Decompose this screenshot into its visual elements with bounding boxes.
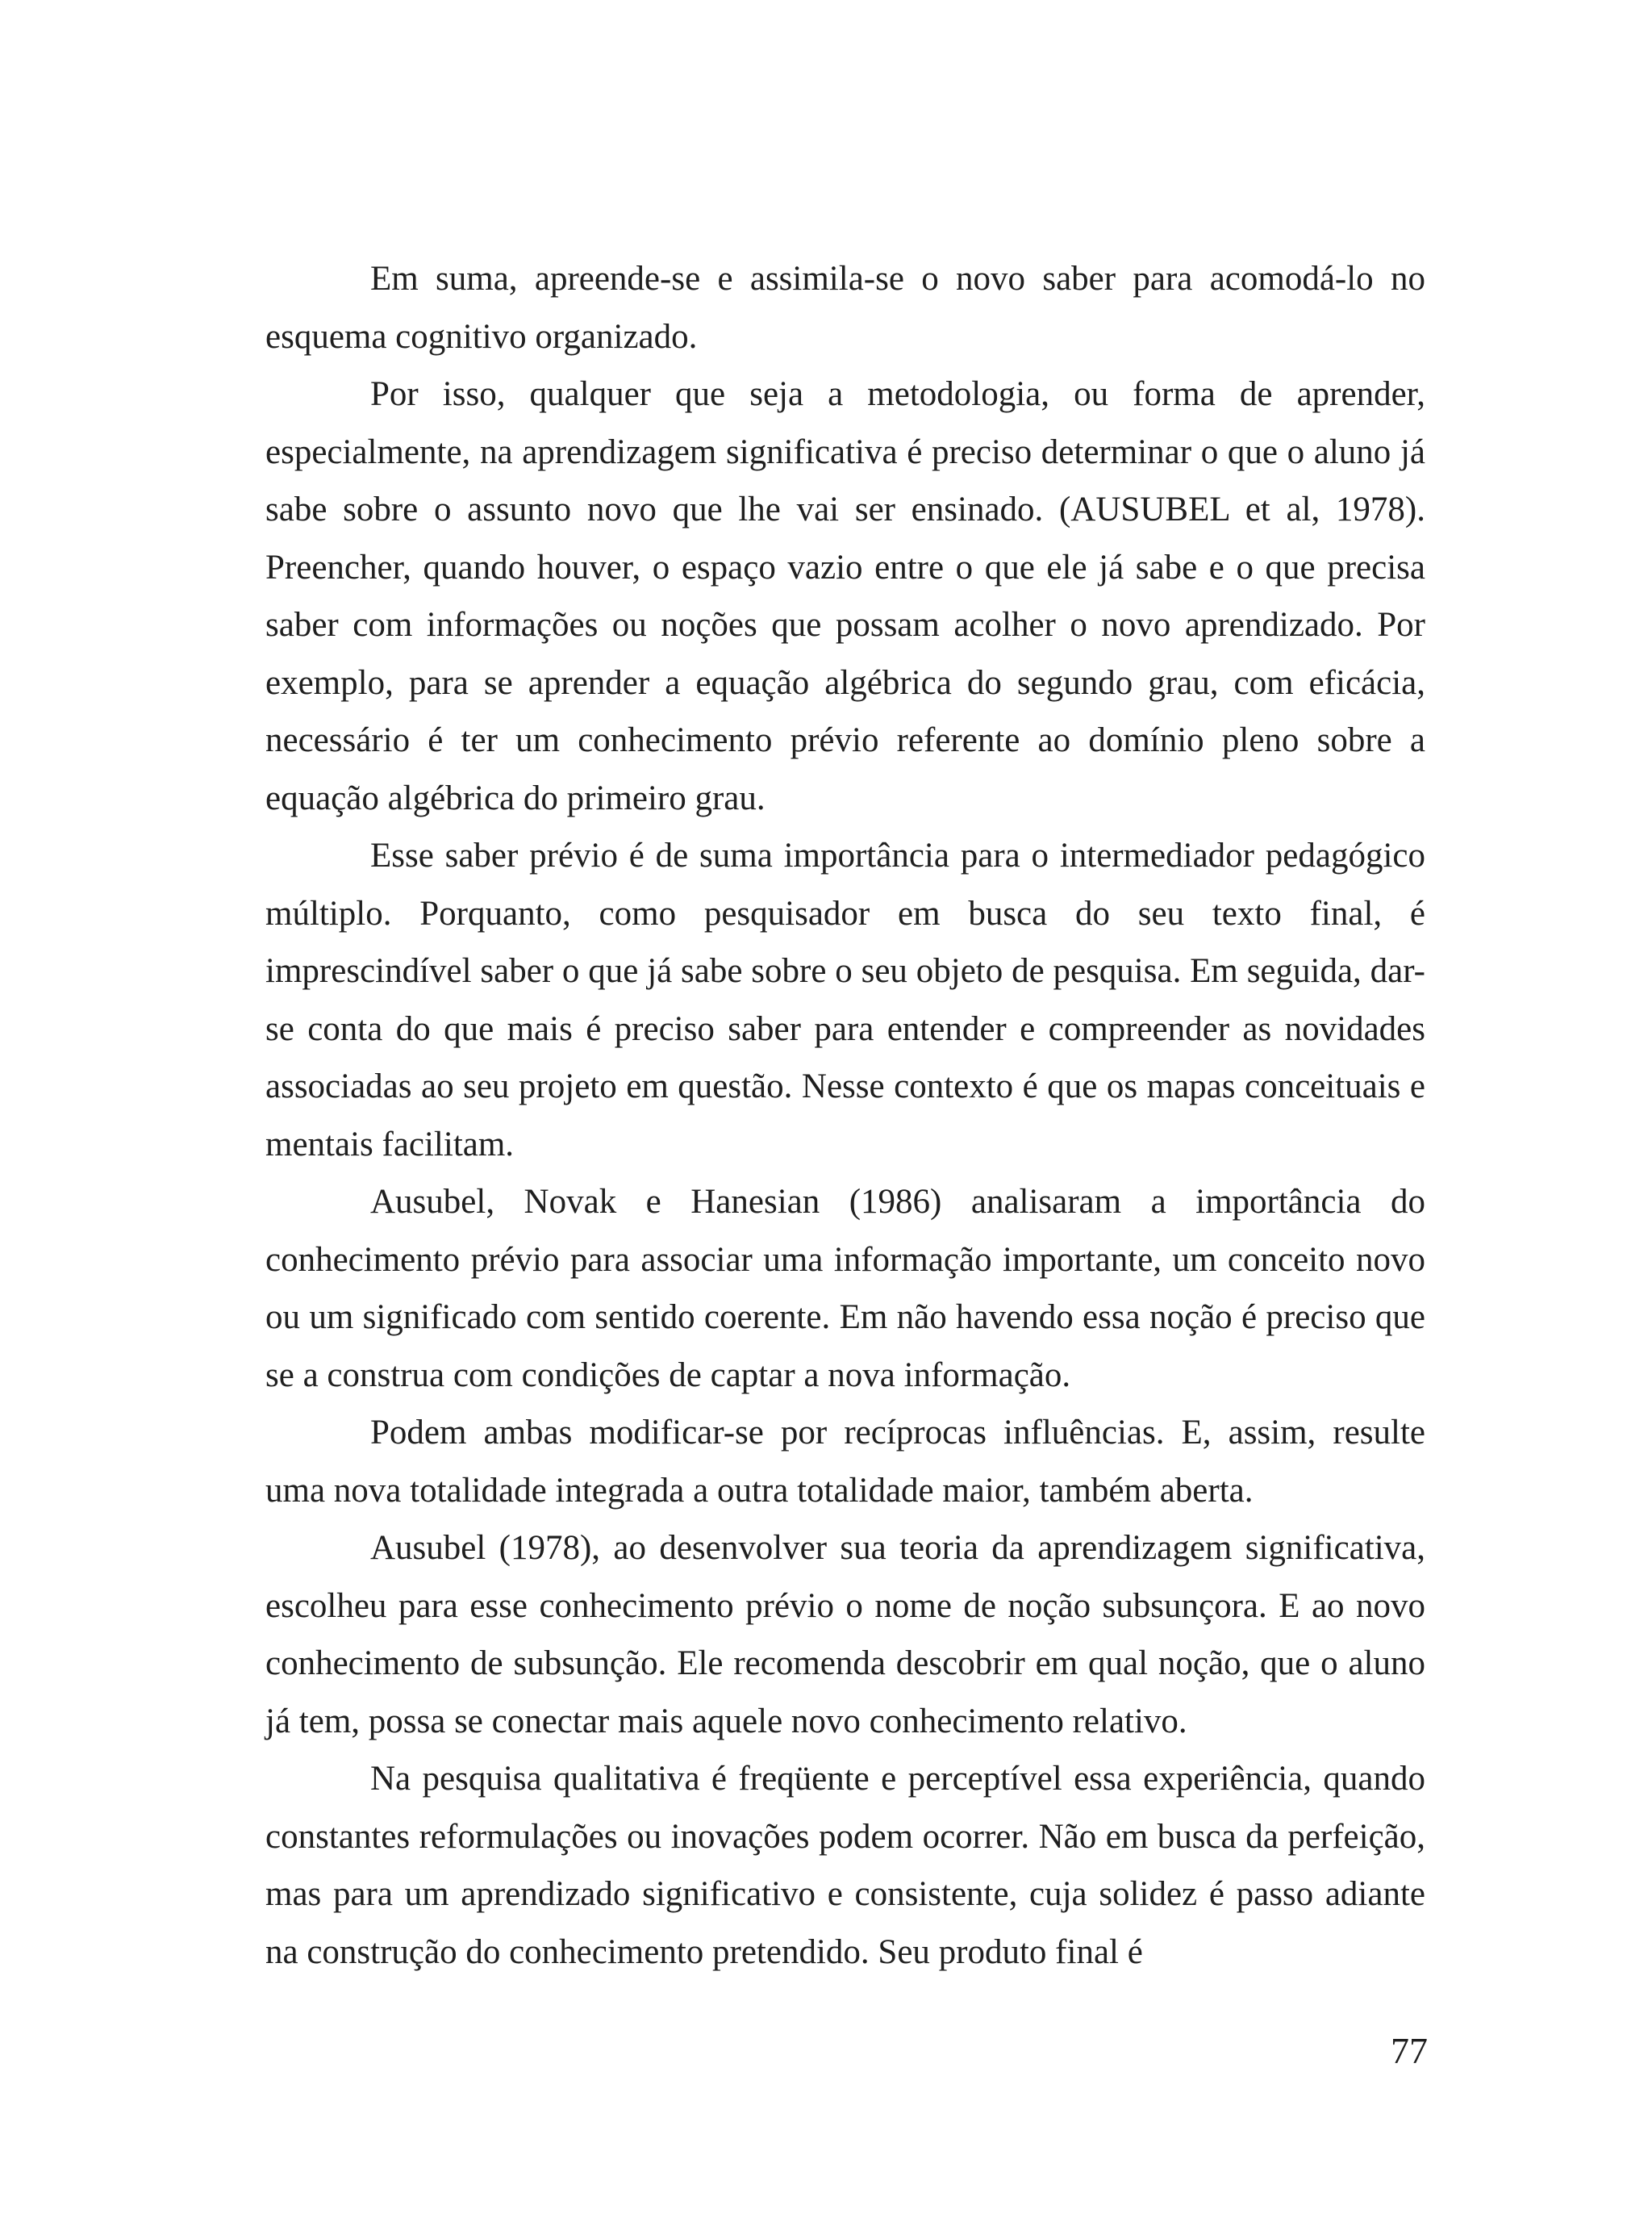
paragraph-3: Esse saber prévio é de suma importância para o intermediador pedagógico múltiplo. Porquanto, como pesquisador em busca do seu texto final, é imprescindível saber o que já sabe sobre o seu objeto de pesquisa. Em seguida, dar-se conta do que mais é preciso saber para entender e compreender as novidades associadas ao seu projeto em questão. Nesse contexto é que os mapas conceituais e mentais facilitam. bbox=[265, 837, 1425, 1163]
paragraph-6: Ausubel (1978), ao desenvolver sua teoria da aprendizagem significativa, escolheu para esse conhecimento prévio o nome de noção subsunçora. E ao novo conhecimento de subsunção. Ele recomenda descobrir em qual noção, que o aluno já tem, possa se conectar mais aquele novo conhecimento relativo. bbox=[265, 1529, 1425, 1740]
paragraph-7: Na pesquisa qualitativa é freqüente e perceptível essa experiência, quando constantes reformulações ou inovações podem ocorrer. Não em busca da perfeição, mas para um aprendizado significativo e consistente, cuja solidez é passo adiante na construção do conhecimento pretendido. Seu produto final é bbox=[265, 1760, 1425, 1971]
paragraph-4: Ausubel, Novak e Hanesian (1986) analisaram a importância do conhecimento prévio para associar uma informação importante, um conceito novo ou um significado com sentido coerente. Em não havendo essa noção é preciso que se a construa com condições de captar a nova informação. bbox=[265, 1183, 1425, 1394]
page-number: 77 bbox=[1391, 2030, 1428, 2071]
paragraph-5: Podem ambas modificar-se por recíprocas influências. E, assim, resulte uma nova totalidade integrada a outra totalidade maior, também aberta. bbox=[265, 1414, 1425, 1510]
paragraph-1: Em suma, apreende-se e assimila-se o novo saber para acomodá-lo no esquema cognitivo organizado. bbox=[265, 260, 1425, 356]
paragraph-2: Por isso, qualquer que seja a metodologia, ou forma de aprender, especialmente, na aprendizagem significativa é preciso determinar o que o aluno já sabe sobre o assunto novo que lhe vai ser ensinado. (AUSUBEL et al, 1978). Preencher, quando houver, o espaço vazio entre o que ele já sabe e o que precisa saber com informações ou noções que possam acolher o novo aprendizado. Por exemplo, para se aprender a equação algébrica do segundo grau, com eficácia, necessário é ter um conhecimento prévio referente ao domínio pleno sobre a equação algébrica do primeiro grau. bbox=[265, 375, 1425, 817]
body-text bbox=[265, 250, 1425, 1981]
